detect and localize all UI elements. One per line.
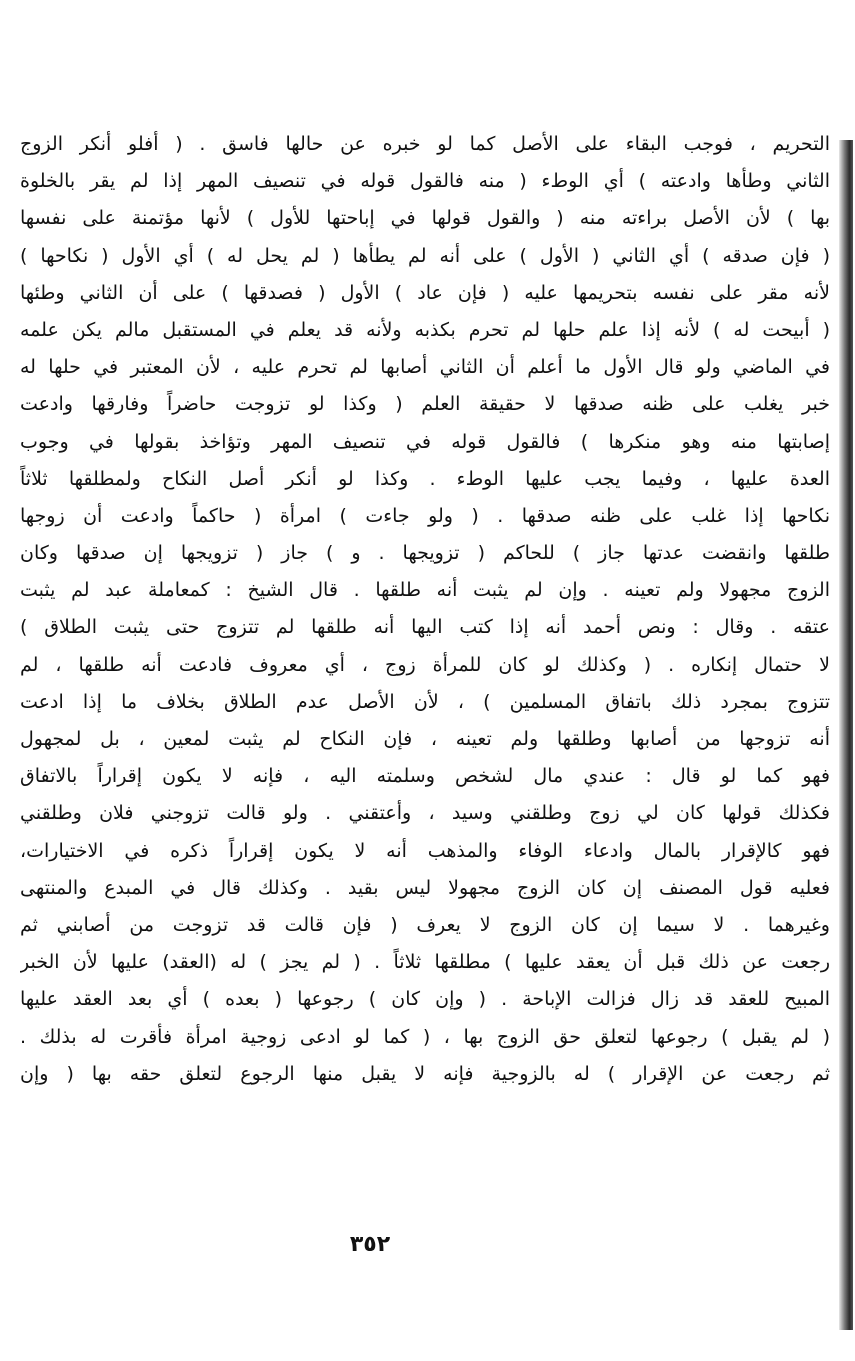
text-line: تتزوج بمجرد ذلك باتفاق المسلمين ) ، لأن الأصل عدم الطلاق بخلاف ما إذا ادعت [20,690,830,713]
book-spine-shadow [839,140,853,1330]
text-line: لأنه مقر على نفسه بتحريمها عليه ( فإن عاد ) الأول ( فصدقها ) على أن الثاني وطئها [20,281,830,304]
text-line: الزوج مجهولا ولم تعينه . وإن لم يثبت أنه طلقها . قال الشيخ : كمعاملة عبد لم يثبت [20,579,830,602]
text-line: بها ) لأن الأصل براءته منه ( والقول قولها في إباحتها للأول ) لأنها مؤتمنة على نفسها [20,207,830,230]
text-line: الثاني وطأها وادعته ) أي الوطء ( منه فالقول قوله في تنصيف المهر إذا لم يقر بالخلوة [20,170,830,193]
text-line: التحريم ، فوجب البقاء على الأصل كما لو خبره عن حالها فاسق . ( أفلو أنكر الزوج [20,133,830,155]
text-line: ( أبيحت له ) لأنه إذا علم حلها لم تحرم بكذبه ولأنه قد يعلم في المستقبل مالم يكن علمه [20,318,830,341]
text-line: العدة عليها ، وفيما يجب عليها الوطء . وكذا لو أنكر أصل النكاح ولمطلقها ثلاثاً [20,467,830,490]
text-line: طلقها وانقضت عدتها جاز ) للحاكم ( تزويجها . و ) جاز ( تزويجها إن صدقها وكان [20,542,830,565]
text-line: ثم رجعت عن الإقرار ) له بالزوجية فإنه لا يقبل منها الرجوع لتعلق حقه بها ( وإن [20,1062,830,1085]
text-line: ( فإن صدقه ) أي الثاني ( الأول ) على أنه لم يطأها ( لم يحل له ) أي الأول ( نكاحها ) [20,244,830,267]
text-line: فعليه قول المصنف إن كان الزوج مجهولا ليس بقيد . وكذلك قال في المبدع والمنتهى [20,876,830,899]
text-line: ( لم يقبل ) رجوعها لتعلق حق الزوج بها ، ( كما لو ادعى زوجية امرأة فأقرت له بذلك . [20,1025,830,1048]
text-line: فهو كالإقرار بالمال وادعاء الوفاء والمذهب أنه لا يكون إقراراً ذكره في الاختيارات، [20,839,830,862]
text-line: في الماضي ولو قال الأول ما أعلم أن الثاني أصابها لم تحرم عليه ، لأن المعتبر في حلها له [20,356,830,379]
text-line: لا حتمال إنكاره . ( وكذلك لو كان للمرأة زوج ، أي معروف فادعت أنه طلقها ، لم [20,653,830,676]
text-line: وغيرهما . لا سيما إن كان الزوج لا يعرف ( فإن قالت قد تزوجت من أصابني ثم [20,913,830,936]
text-line: فكذلك قولها كان لي زوج وطلقني وسيد ، وأعتقني . ولو قالت تزوجني فلان وطلقني [20,802,830,825]
text-line: إصابتها منه وهو منكرها ) فالقول قوله في تنصيف المهر وتؤاخذ بقولها في وجوب [20,430,830,453]
text-line: فهو كما لو قال : عندي مال لشخص وسلمته اليه ، فإنه لا يكون إقراراً بالاتفاق [20,765,830,788]
page-body-text [20,126,830,1093]
text-line: خبر يغلب على ظنه صدقها لا حقيقة العلم ( وكذا لو تزوجت حاضراً وفارقها وادعت [20,393,830,416]
text-line: نكاحها إذا غلب على ظنه صدقها . ( ولو جاءت ) امرأة ( حاكماً وادعت أن زوجها [20,504,830,527]
page-number: ٣٥٢ [349,1232,391,1257]
text-line: المبيح للعقد قد زال فزالت الإباحة . ( وإن كان ) رجوعها ( بعده ) أي بعد العقد عليها [20,988,830,1011]
text-line: رجعت عن ذلك قبل أن يعقد عليها ) مطلقها ثلاثاً . ( لم يجز ) له (العقد) عليها لأن الخبر [20,951,830,974]
text-line: أنه تزوجها من أصابها وطلقها ولم تعينه ، فإن النكاح لم يثبت لمعين ، بل لمجهول [20,728,830,750]
text-line: عتقه . وقال : ونص أحمد أنه إذا كتب اليها أنه طلقها لم تتزوج حتى يثبت الطلاق ) [20,616,830,639]
